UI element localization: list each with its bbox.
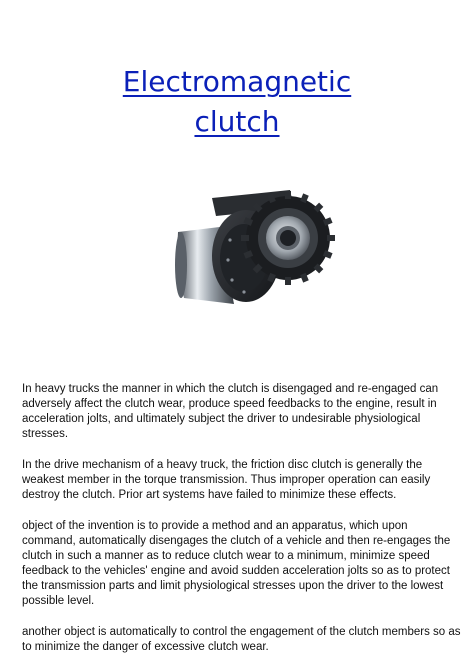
clutch-image bbox=[170, 180, 330, 310]
paragraph: In the drive mechanism of a heavy truck, the friction disc clutch is generally the weakest member in the torque transmission. Thus improper operation can easily destroy the clutch. Prior art systems have failed to minimize these effects. bbox=[22, 459, 431, 501]
paragraph: In heavy trucks the manner in which the clutch is disengaged and re-engaged can adversely affect the clutch wear, produce speed feedbacks to the engine, result in acceleration jolts, and ultimately subject the driver to undesirable physiological stresses. bbox=[22, 383, 439, 440]
paragraph: another object is automatically to control the engagement of the clutch members so as to minimize the danger of excessive clutch wear. bbox=[22, 626, 461, 653]
title-line-1: Electromagnetic bbox=[122, 65, 352, 98]
title-line-2: clutch bbox=[194, 105, 280, 138]
document-title bbox=[0, 62, 474, 142]
document-body bbox=[22, 382, 462, 671]
paragraph: object of the invention is to provide a method and an apparatus, which upon command, automatically disengages the clutch of a vehicle and then re-engages the clutch in such a manner as to reduce clutch wear to a minimum, minimize speed feedback to the vehicles' engine and avoid sudden acceleration jolts so as to protect the transmission parts and limit physiological stresses upon the driver to the lowest possible level. bbox=[22, 520, 451, 607]
